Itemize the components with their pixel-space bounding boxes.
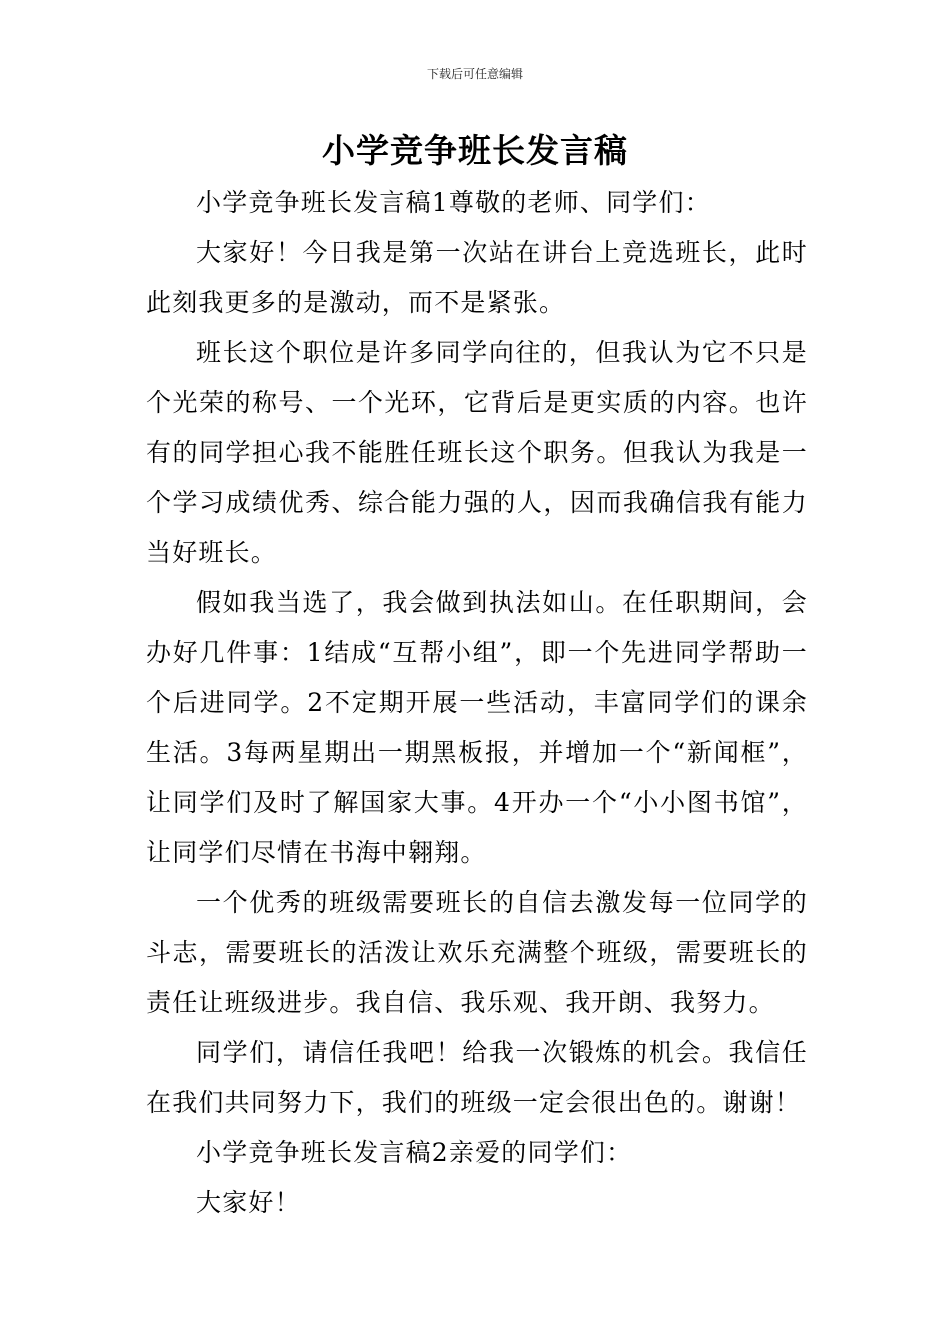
paragraph: 大家好！ [196, 1188, 301, 1217]
paragraph: 班长这个职位是许多同学向往的，但我认为它不只是个光荣的称号、一个光环，它背后是更实质的内容。也许有的同学担心我不能胜任班长这个职务。但我认为我是一个学习成绩优秀、综合能力强的人，因而我确信我有能力当好班长。 [146, 338, 808, 567]
paragraph: 小学竞争班长发言稿1尊敬的老师、同学们： [196, 188, 711, 217]
paragraph: 小学竞争班长发言稿2亲爱的同学们： [196, 1138, 633, 1167]
document-title: 小学竞争班长发言稿 [322, 131, 628, 170]
document-body [146, 178, 808, 1228]
paragraph: 同学们，请信任我吧！给我一次锻炼的机会。我信任在我们共同努力下，我们的班级一定会很出色的。谢谢！ [146, 1038, 808, 1117]
paragraph: 一个优秀的班级需要班长的自信去激发每一位同学的斗志，需要班长的活泼让欢乐充满整个班级，需要班长的责任让班级进步。我自信、我乐观、我开朗、我努力。 [146, 888, 808, 1017]
paragraph: 假如我当选了，我会做到执法如山。在任职期间，会办好几件事：1结成“互帮小组”，即一个先进同学帮助一个后进同学。2不定期开展一些活动，丰富同学们的课余生活。3每两星期出一期黑板报，并增加一个“新闻框”，让同学们及时了解国家大事。4开办一个“小小图书馆”，让同学们尽情在书海中翱翔。 [146, 588, 808, 867]
header-note: 下载后可任意编辑 [426, 67, 523, 81]
paragraph: 大家好！今日我是第一次站在讲台上竞选班长，此时此刻我更多的是激动，而不是紧张。 [146, 238, 808, 317]
